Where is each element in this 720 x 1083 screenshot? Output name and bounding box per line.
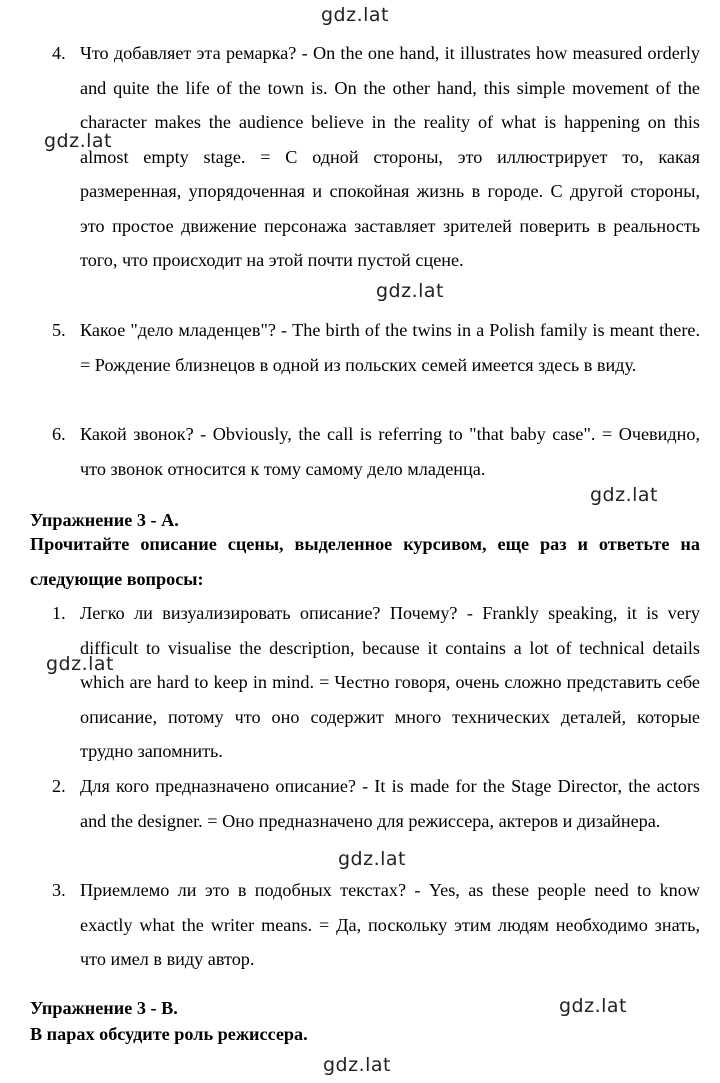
watermark: gdz.lat <box>323 1054 392 1076</box>
watermark: gdz.lat <box>46 653 115 675</box>
item-text: Какое "дело младенцев"? - The birth of the twins in a Polish family is meant there. = Рождение близнецов в одной из польских семей имеется здесь в виду. <box>80 320 700 375</box>
item-number: 3. <box>52 880 66 900</box>
watermark: gdz.lat <box>559 995 628 1017</box>
item-text: Легко ли визуализировать описание? Почему? - Frankly speaking, it is very difficult to visualise the description, because it contains a lot of technical details which are hard to keep in mind. = Честно говоря, очень сложно представить себе описание, потому что оно содержит много технических деталей, которые трудно запомнить. <box>80 603 700 761</box>
watermark: gdz.lat <box>590 484 659 506</box>
section-instruction: В парах обсудите роль режиссера. <box>30 1024 308 1044</box>
item-text: Приемлемо ли это в подобных текстах? - Yes, as these people need to know exactly what the writer means. = Да, поскольку этим людям необходимо знать, что имел в виду автор. <box>80 880 700 969</box>
item-text: Для кого предназначено описание? - It is made for the Stage Director, the actors and the designer. = Оно предназначено для режиссера, актеров и дизайнера. <box>80 776 700 831</box>
item-number: 6. <box>52 424 66 444</box>
watermark: gdz.lat <box>44 130 113 152</box>
list-item <box>52 769 700 838</box>
watermark: gdz.lat <box>338 848 407 870</box>
list-item <box>52 417 700 486</box>
section-instruction: Прочитайте описание сцены, выделенное курсивом, еще раз и ответьте на следующие вопросы: <box>30 534 700 589</box>
list-item <box>52 36 700 278</box>
item-text: Что добавляет эта ремарка? - On the one hand, it illustrates how measured orderly and quite the life of the town is. On the other hand, this simple movement of the character makes the audience believe in the reality of what is happening on this almost empty stage. = С одной стороны, это иллюстрирует то, какая размеренная, упорядоченная и спокойная жизнь в городе. С другой стороны, это простое движение персонажа заставляет зрителей поверить в реальность того, что происходит на этой почти пустой сцене. <box>80 43 700 270</box>
item-number: 1. <box>52 603 66 623</box>
watermark: gdz.lat <box>321 4 390 26</box>
list-item <box>52 596 700 769</box>
item-number: 5. <box>52 320 66 340</box>
list-item <box>52 313 700 382</box>
section-heading: Упражнение 3 - A. <box>30 510 179 530</box>
list-item <box>52 873 700 977</box>
item-number: 4. <box>52 43 66 63</box>
section-heading: Упражнение 3 - B. <box>30 998 178 1018</box>
item-number: 2. <box>52 776 66 796</box>
watermark: gdz.lat <box>376 280 445 302</box>
item-text: Какой звонок? - Obviously, the call is referring to "that baby case". = Очевидно, что звонок относится к тому самому дело младенца. <box>80 424 700 479</box>
